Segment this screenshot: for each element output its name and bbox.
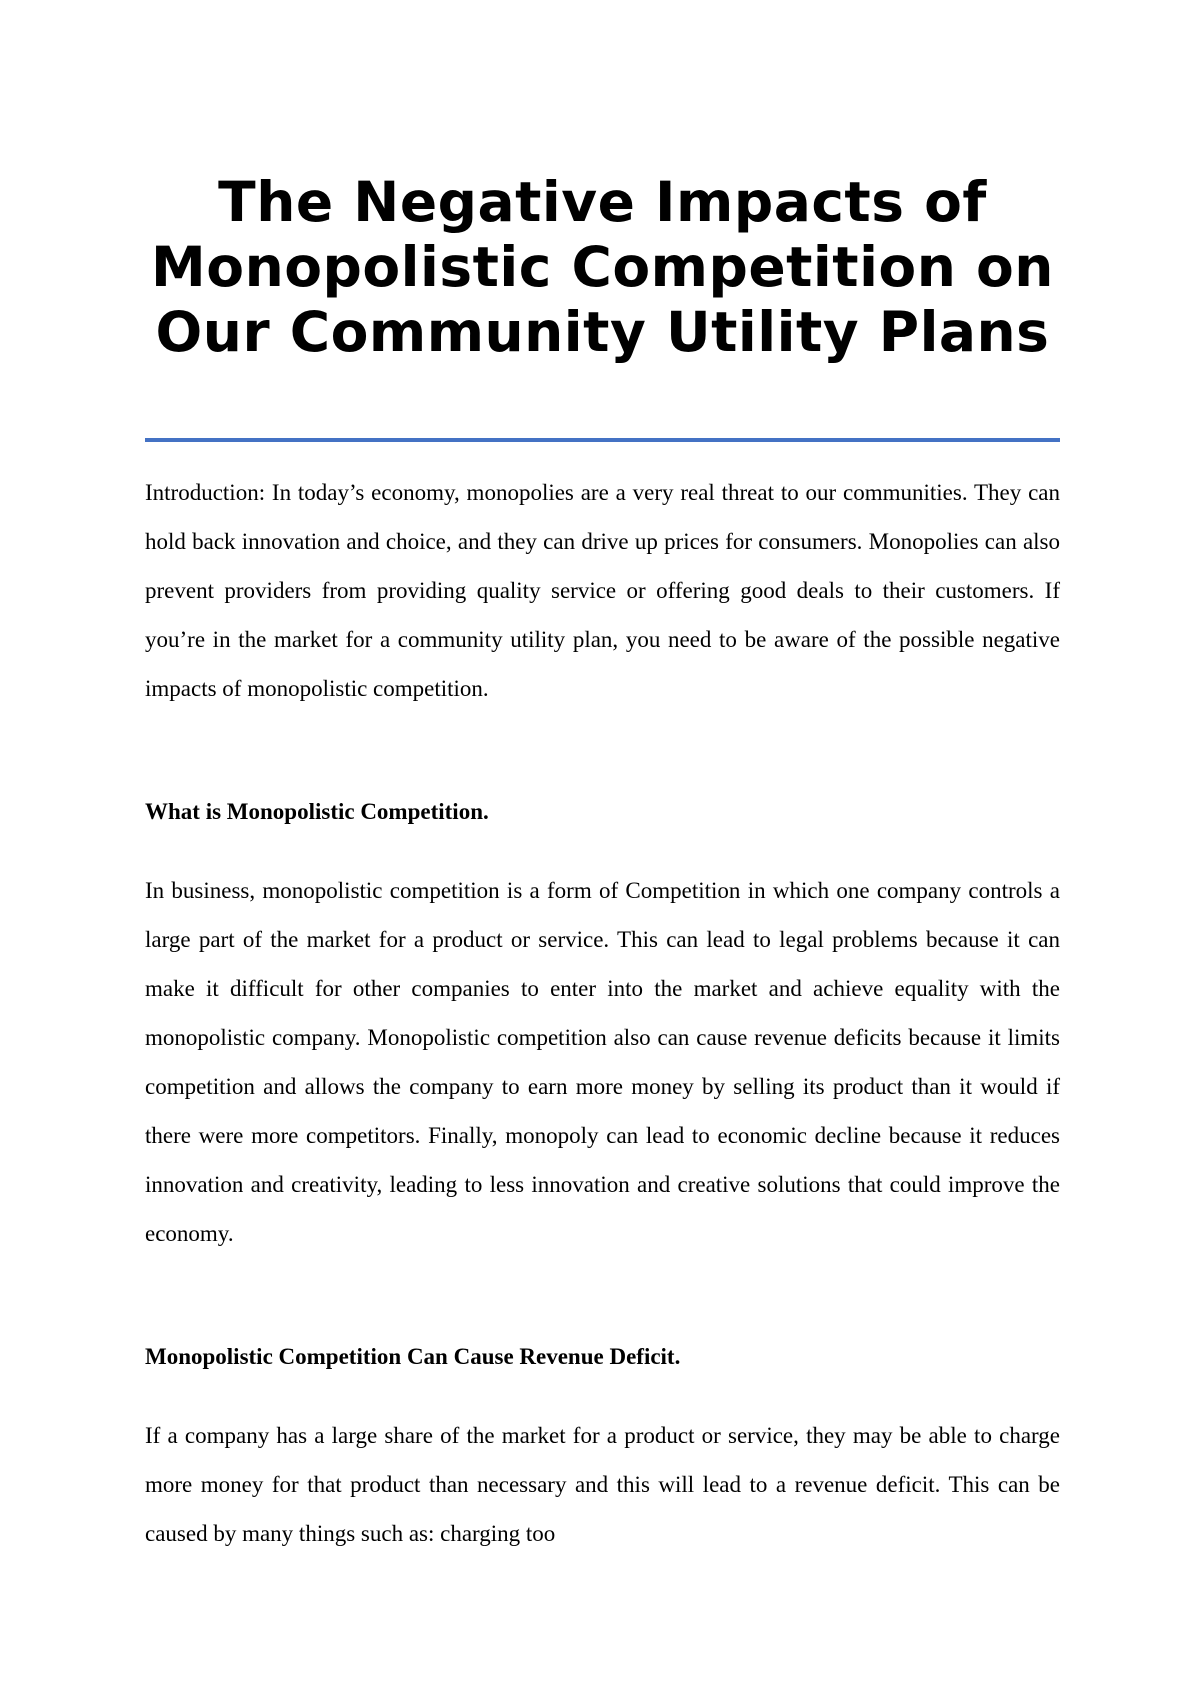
intro-paragraph: Introduction: In today’s economy, monopolies are a very real threat to our communities. They can hold back innovation and choice, and they can drive up prices for consumers. Monopolies can also prevent providers from providing quality service or offering good deals to their customers. If you’re in the market for a community utility plan, you need to be aware of the possible negative impacts of monopolistic competition. xyxy=(145,480,1060,701)
section-paragraph-revenue-deficit: If a company has a large share of the market for a product or service, they may be able to charge more money for that product than necessary and this will lead to a revenue deficit. This can be caused by many things such as: charging too xyxy=(145,1423,1060,1546)
document-title: The Negative Impacts of Monopolistic Competition on Our Community Utility Plans xyxy=(151,170,1054,364)
section-heading-what-is: What is Monopolistic Competition. xyxy=(145,799,489,824)
section-heading-revenue-deficit: Monopolistic Competition Can Cause Revenue Deficit. xyxy=(145,1344,681,1369)
title-divider xyxy=(145,438,1060,442)
section-paragraph-what-is: In business, monopolistic competition is a form of Competition in which one company controls a large part of the market for a product or service. This can lead to legal problems because it can make it difficult for other companies to enter into the market and achieve equality with the monopolistic company. Monopolistic competition also can cause revenue deficits because it limits competition and allows the company to earn more money by selling its product than it would if there were more competitors. Finally, monopoly can lead to economic decline because it reduces innovation and creativity, leading to less innovation and creative solutions that could improve the economy. xyxy=(145,878,1060,1246)
